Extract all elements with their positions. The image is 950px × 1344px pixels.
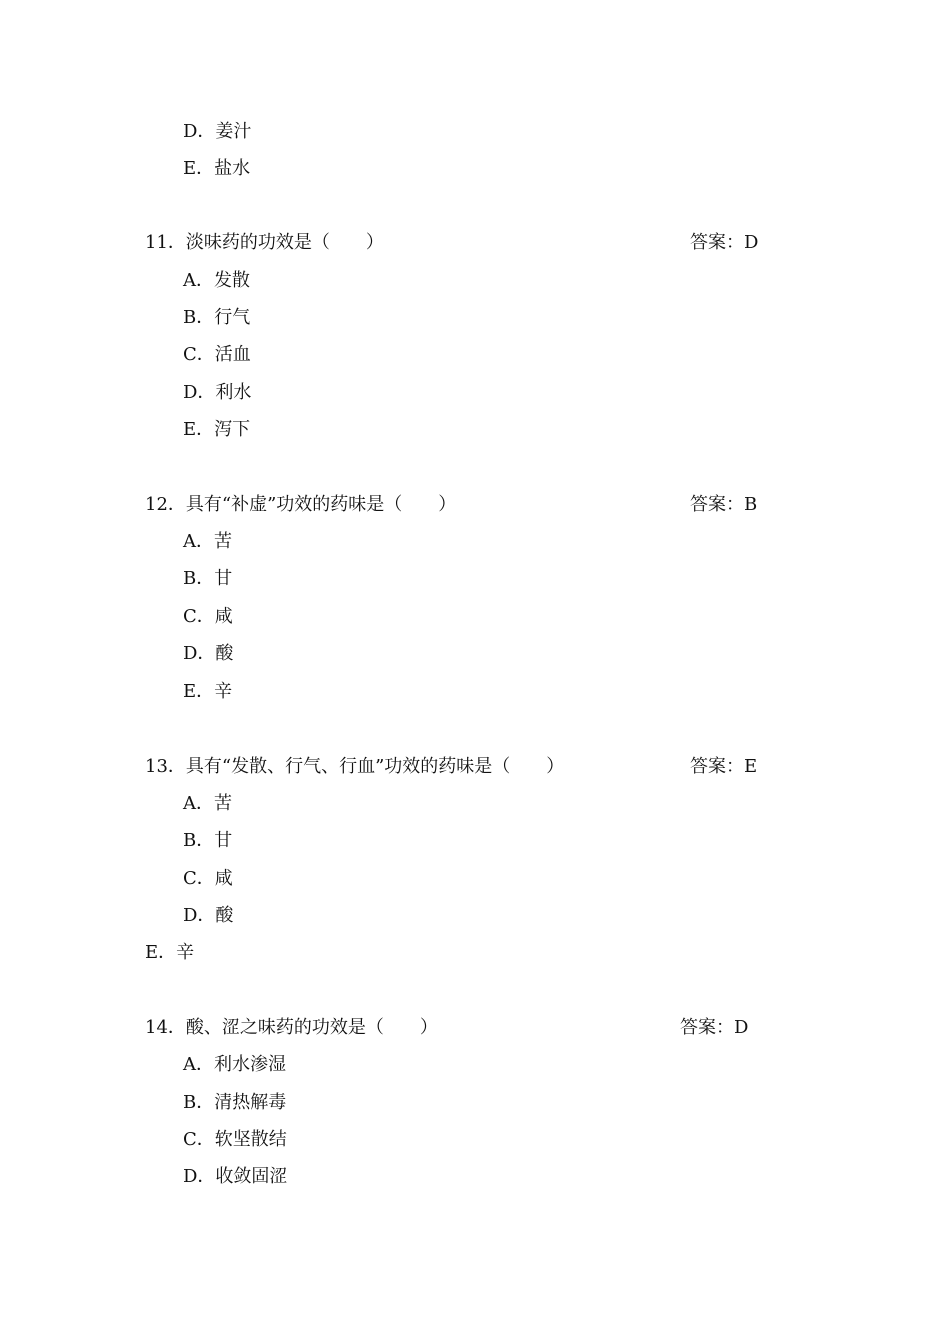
option-item: C．咸	[183, 606, 233, 627]
option-item: B．行气	[183, 307, 251, 328]
option-item: B．甘	[183, 568, 233, 589]
option-item: B．甘	[183, 830, 233, 851]
option-item: C．软坚散结	[183, 1129, 287, 1150]
option-item: D．姜汁	[183, 121, 252, 142]
option-item: E．辛	[183, 681, 233, 702]
option-item: C．咸	[183, 868, 233, 889]
question-stem: 13．具有“发散、行气、行血”功效的药味是（ ）	[145, 756, 565, 777]
option-item: A．利水渗湿	[183, 1054, 286, 1075]
option-item: B．清热解毒	[183, 1092, 287, 1113]
option-item: D．收敛固涩	[183, 1166, 288, 1187]
answer-label: 答案：D	[690, 232, 759, 253]
question-stem: 12．具有“补虚”功效的药味是（ ）	[145, 494, 457, 515]
answer-label: 答案：E	[690, 756, 758, 777]
option-item: D．利水	[183, 382, 252, 403]
option-item: E．辛	[145, 942, 195, 963]
option-item: A．苦	[183, 793, 232, 814]
option-item: D．酸	[183, 905, 234, 926]
answer-label: 答案：B	[690, 494, 758, 515]
question-stem: 11．淡味药的功效是（ ）	[145, 232, 384, 253]
answer-label: 答案：D	[680, 1017, 749, 1038]
option-item: E．泻下	[183, 419, 251, 440]
option-item: A．发散	[183, 270, 250, 291]
option-item: D．酸	[183, 643, 234, 664]
option-item: A．苦	[183, 531, 232, 552]
question-stem: 14．酸、涩之味药的功效是（ ）	[145, 1017, 438, 1038]
option-item: E．盐水	[183, 158, 251, 179]
option-item: C．活血	[183, 344, 251, 365]
